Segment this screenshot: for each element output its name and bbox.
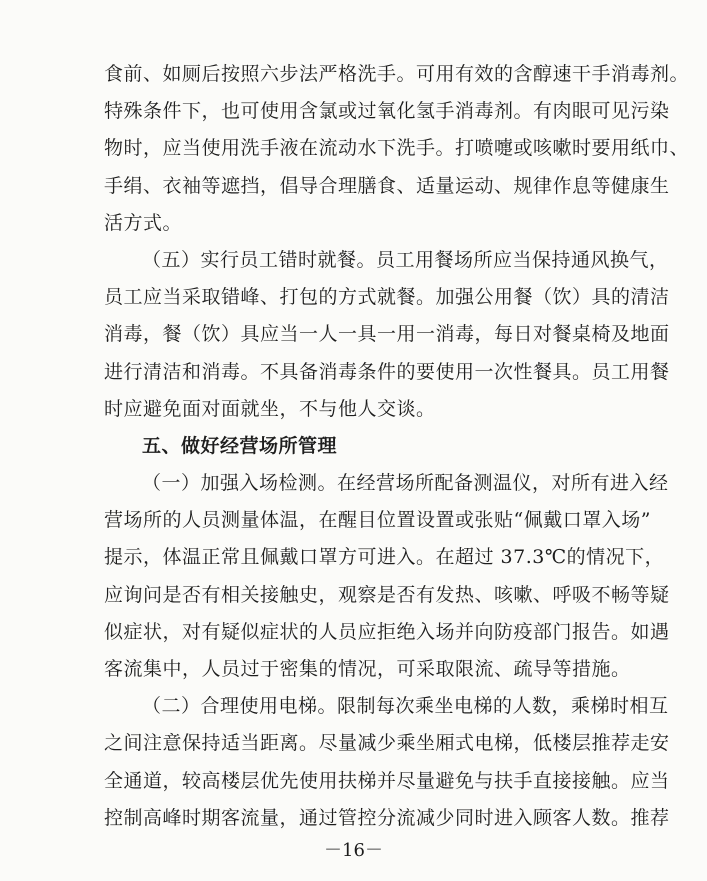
text-line: （五）实行员工错时就餐。员工用餐场所应当保持通风换气， — [142, 248, 669, 271]
text-line: 食前、如厕后按照六步法严格洗手。可用有效的含醇速干手消毒剂。 — [104, 63, 690, 85]
text-line: （二）合理使用电梯。限制每次乘坐电梯的人数，乘梯时相互 — [142, 695, 669, 718]
text-line: 消毒，餐（饮）具应当一人一具一用一消毒，每日对餐桌椅及地面 — [104, 323, 670, 346]
text-line: 特殊条件下，也可使用含氯或过氧化氢手消毒剂。有肉眼可见污染 — [104, 100, 670, 123]
text-line: 提示，体温正常且佩戴口罩方可进入。在超过 37.3℃的情况下， — [104, 546, 665, 569]
page-number: －16－ — [324, 840, 383, 861]
text-line: 手绢、衣袖等遮挡，倡导合理膳食、适量运动、规律作息等健康生 — [104, 174, 670, 197]
text-line: 之间注意保持适当距离。尽量减少乘坐厢式电梯，低楼层推荐走安 — [104, 732, 670, 755]
text-line: 客流集中，人员过于密集的情况，可采取限流、疏导等措施。 — [104, 658, 631, 680]
text-line: 营场所的人员测量体温，在醒目位置设置或张贴“佩戴口罩入场” — [104, 509, 651, 532]
text-line: 应询问是否有相关接触史，观察是否有发热、咳嗽、呼吸不畅等疑 — [104, 583, 670, 606]
text-line: 员工应当采取错峰、打包的方式就餐。加强公用餐（饮）具的清洁 — [104, 286, 670, 309]
text-line: 似症状，对有疑似症状的人员应拒绝入场并向防疫部门报告。如遇 — [104, 620, 670, 643]
text-line: 时应避免面对面就坐，不与他人交谈。 — [104, 397, 436, 420]
section-heading: 五、做好经营场所管理 — [142, 434, 338, 457]
text-line: 全通道，较高楼层优先使用扶梯并尽量避免与扶手直接接触。应当 — [104, 769, 670, 792]
body-text — [104, 56, 690, 837]
text-line: 物时，应当使用洗手液在流动水下洗手。打喷嚏或咳嗽时要用纸巾、 — [104, 137, 690, 160]
text-line: （一）加强入场检测。在经营场所配备测温仪，对所有进入经 — [142, 472, 669, 495]
text-line: 活方式。 — [104, 211, 183, 234]
text-line: 控制高峰时期客流量，通过管控分流减少同时进入顾客人数。推荐 — [104, 806, 670, 829]
text-line: 进行清洁和消毒。不具备消毒条件的要使用一次性餐具。员工用餐 — [104, 360, 670, 383]
